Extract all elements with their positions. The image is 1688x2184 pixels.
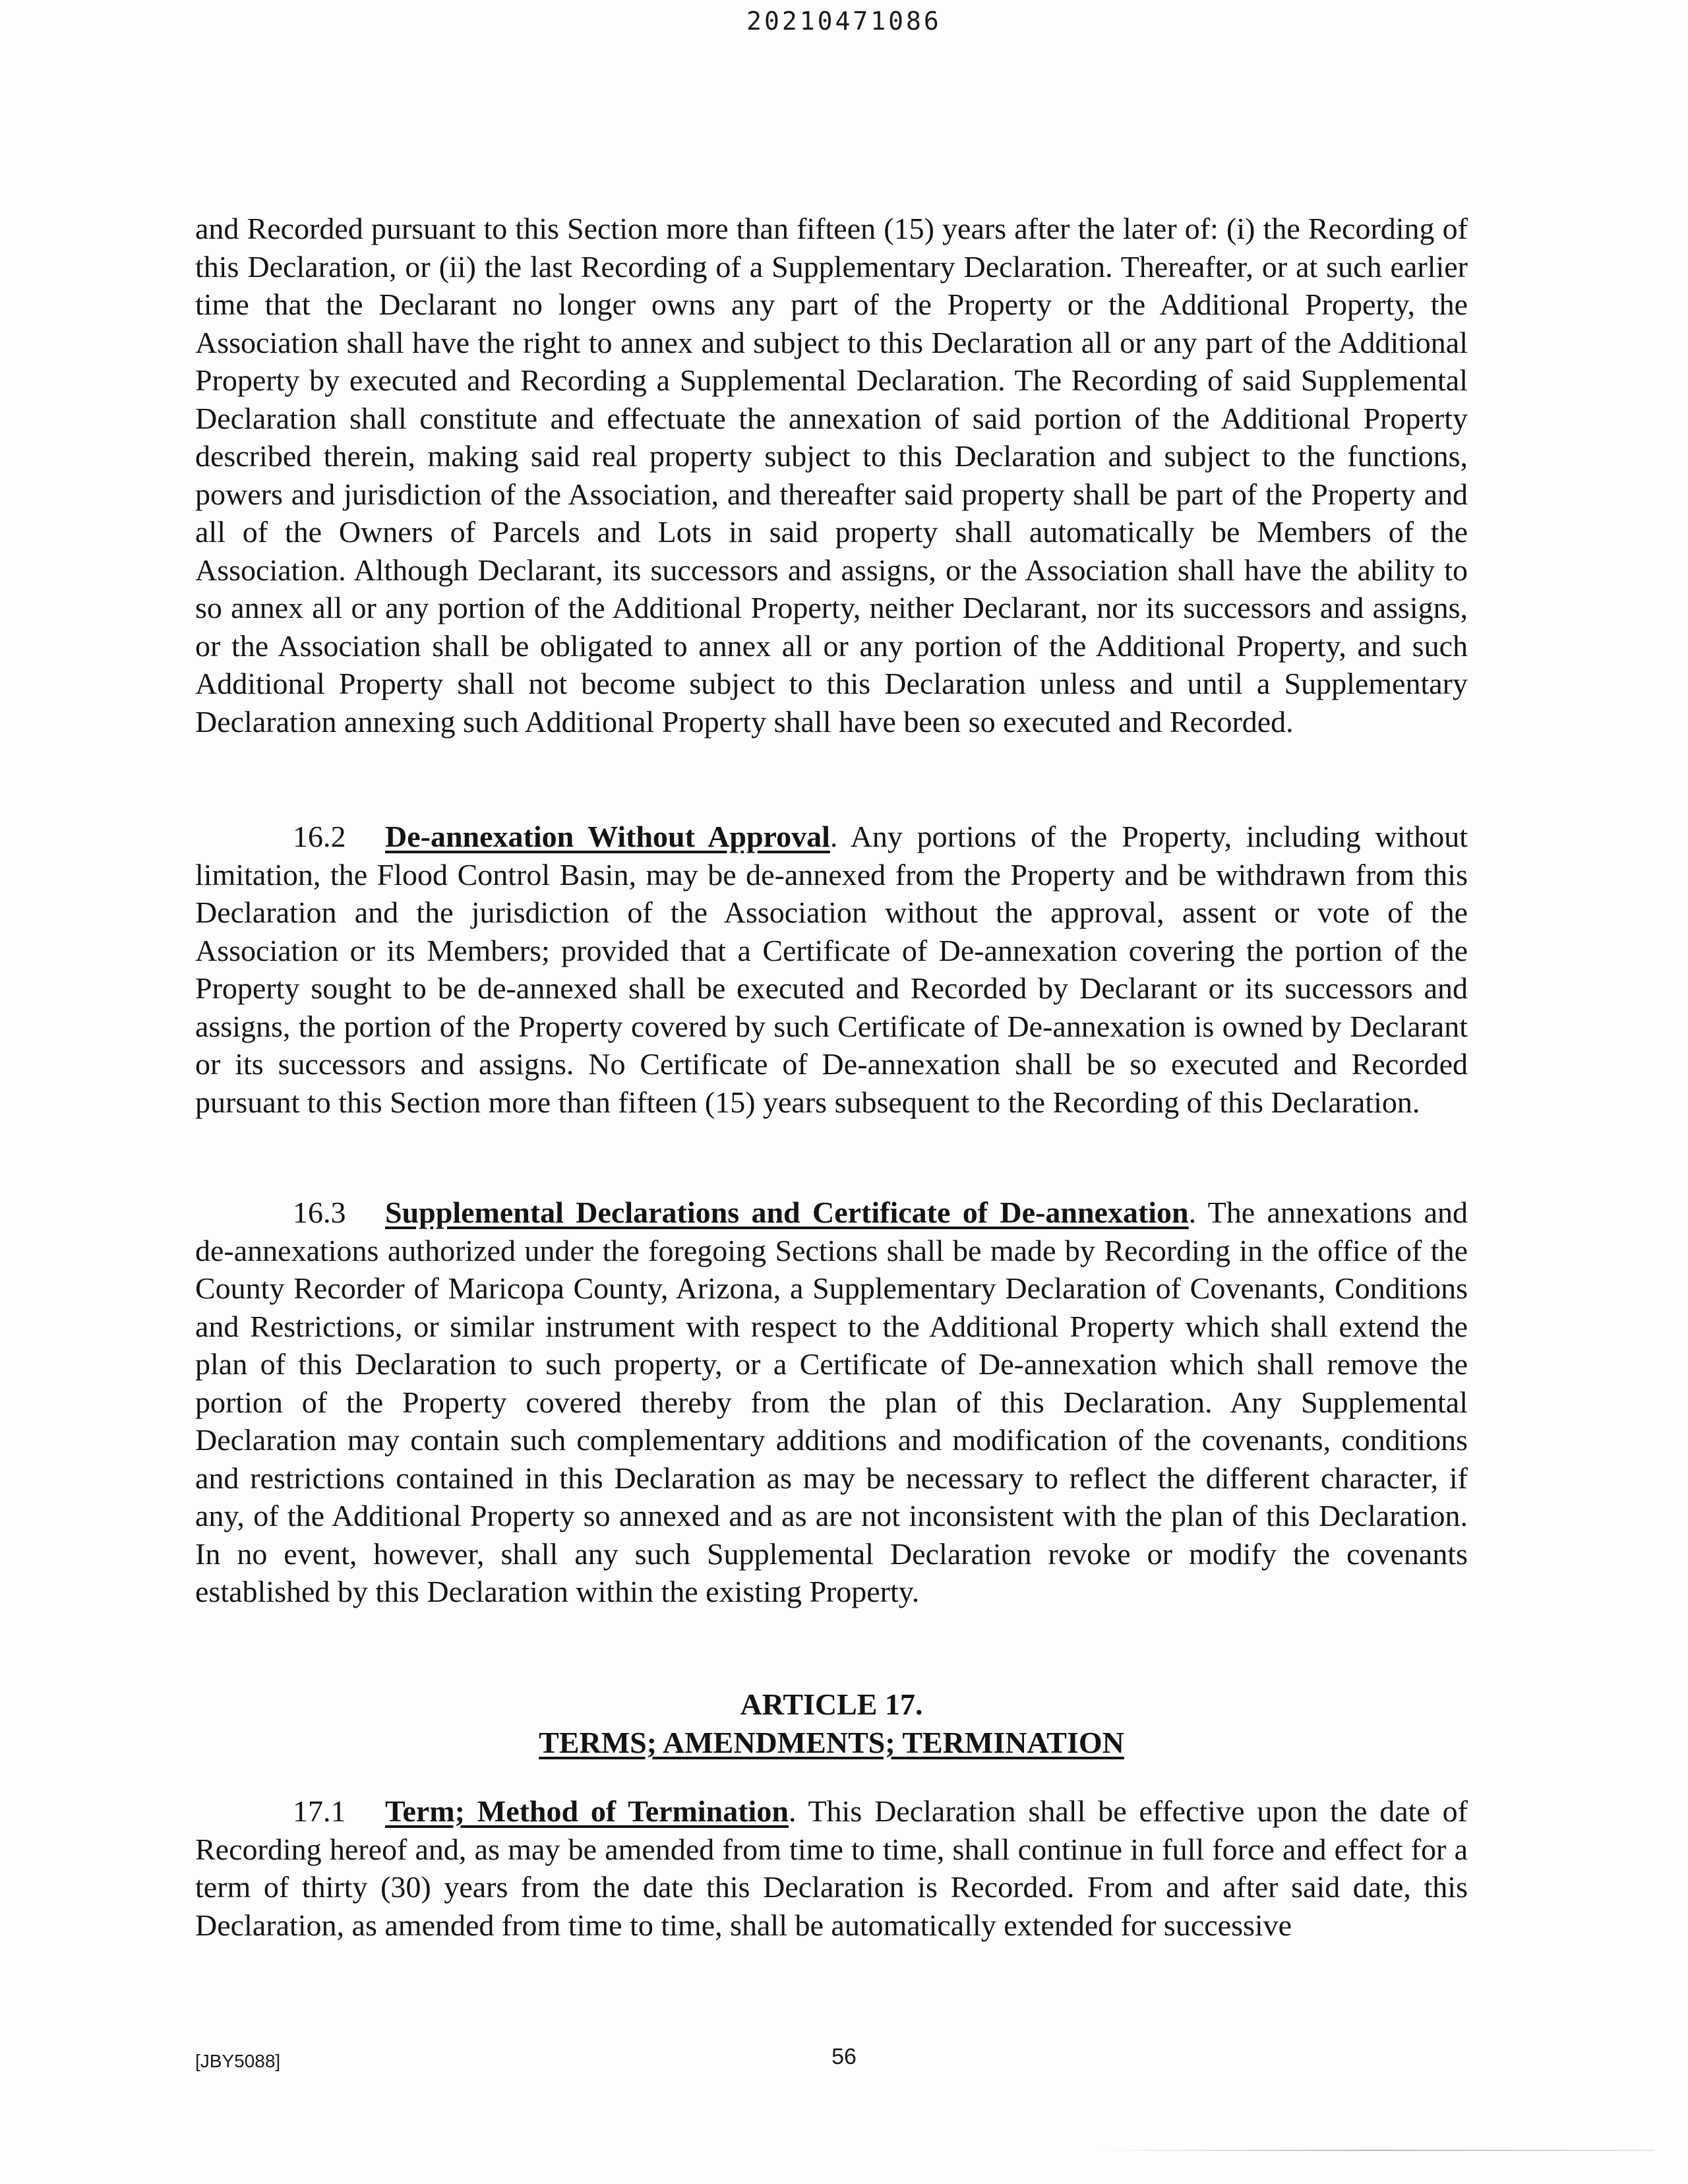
article-subtitle: TERMS; AMENDMENTS; TERMINATION bbox=[539, 1726, 1124, 1759]
document-number: 20210471086 bbox=[746, 7, 942, 36]
section-text: . This Declaration shall be effective upon the date of Recording hereof and, as may be amended from time to time, shall continue in full force and effect for a term of thirty (30) years from the date this Declaration is Recorded. From and after said date, this Declaration, as amended from time to time, shall be automatically extended for successive bbox=[195, 1794, 1468, 1942]
page-number: 56 bbox=[831, 2044, 857, 2069]
section-number: 16.2 bbox=[293, 820, 346, 853]
section-number: 17.1 bbox=[293, 1794, 346, 1828]
section-heading: Term; Method of Termination bbox=[385, 1794, 789, 1828]
section-text: . The annexations and de-annexations authorized under the foregoing Sections shall be made by Recording in the office of the County Recorder of Maricopa County, Arizona, a Supplementary Declaration of Covenants, Conditions and Restrictions, or similar instrument with respect to the Additional Property which shall extend the plan of this Declaration to such property, or a Certificate of De-annexation which shall remove the portion of the Property covered thereby from the plan of this Declaration. Any Supplemental Declaration may contain such complementary additions and modification of the covenants, conditions and restrictions contained in this Declaration as may be necessary to reflect the different character, if any, of the Additional Property so annexed and as are not inconsistent with the plan of this Declaration. In no event, however, shall any such Supplemental Declaration revoke or modify the covenants established by this Declaration within the existing Property. bbox=[195, 1196, 1468, 1608]
scan-artifact-line bbox=[1095, 2150, 1655, 2151]
section-number: 16.3 bbox=[293, 1196, 346, 1229]
section-16-2 bbox=[195, 818, 1468, 1121]
article-title: ARTICLE 17. bbox=[740, 1687, 923, 1721]
continuation-text: and Recorded pursuant to this Section more than fifteen (15) years after the later of: (i) the Recording of this Declaration, or (ii) the last Recording of a Supplementary Declaration. Thereafter, or at such earlier time that the Declarant no longer owns any part of the Property or the Additional Property, the Association shall have the right to annex and subject to this Declaration all or any part of the Additional Property by executed and Recording a Supplemental Declaration. The Recording of said Supplemental Declaration shall constitute and effectuate the annexation of said portion of the Additional Property described therein, making said real property subject to this Declaration and subject to the functions, powers and jurisdiction of the Association, and thereafter said property shall be part of the Property and all of the Owners of Parcels and Lots in said property shall automatically be Members of the Association. Although Declarant, its successors and assigns, or the Association shall have the ability to so annex all or any portion of the Additional Property, neither Declarant, nor its successors and assigns, or the Association shall be obligated to annex all or any portion of the Additional Property, and such Additional Property shall not become subject to this Declaration unless and until a Supplementary Declaration annexing such Additional Property shall have been so executed and Recorded. bbox=[195, 212, 1468, 739]
continuation-paragraph bbox=[195, 210, 1468, 741]
section-16-3 bbox=[195, 1194, 1468, 1611]
section-text: . Any portions of the Property, including without limitation, the Flood Control Basin, may be de-annexed from the Property and be withdrawn from this Declaration and the jurisdiction of the Association without the approval, assent or vote of the Association or its Members; provided that a Certificate of De-annexation covering the portion of the Property sought to be de-annexed shall be executed and Recorded by Declarant or its successors and assigns, the portion of the Property covered by such Certificate of De-annexation is owned by Declarant or its successors and assigns. No Certificate of De-annexation shall be so executed and Recorded pursuant to this Section more than fifteen (15) years subsequent to the Recording of this Declaration. bbox=[195, 820, 1468, 1119]
section-17-1 bbox=[195, 1792, 1468, 1944]
section-heading: De-annexation Without Approval bbox=[385, 820, 830, 853]
section-heading: Supplemental Declarations and Certificate of De-annexation bbox=[385, 1196, 1189, 1229]
article-heading bbox=[195, 1685, 1468, 1762]
footer-document-code: [JBY5088] bbox=[195, 2051, 281, 2071]
